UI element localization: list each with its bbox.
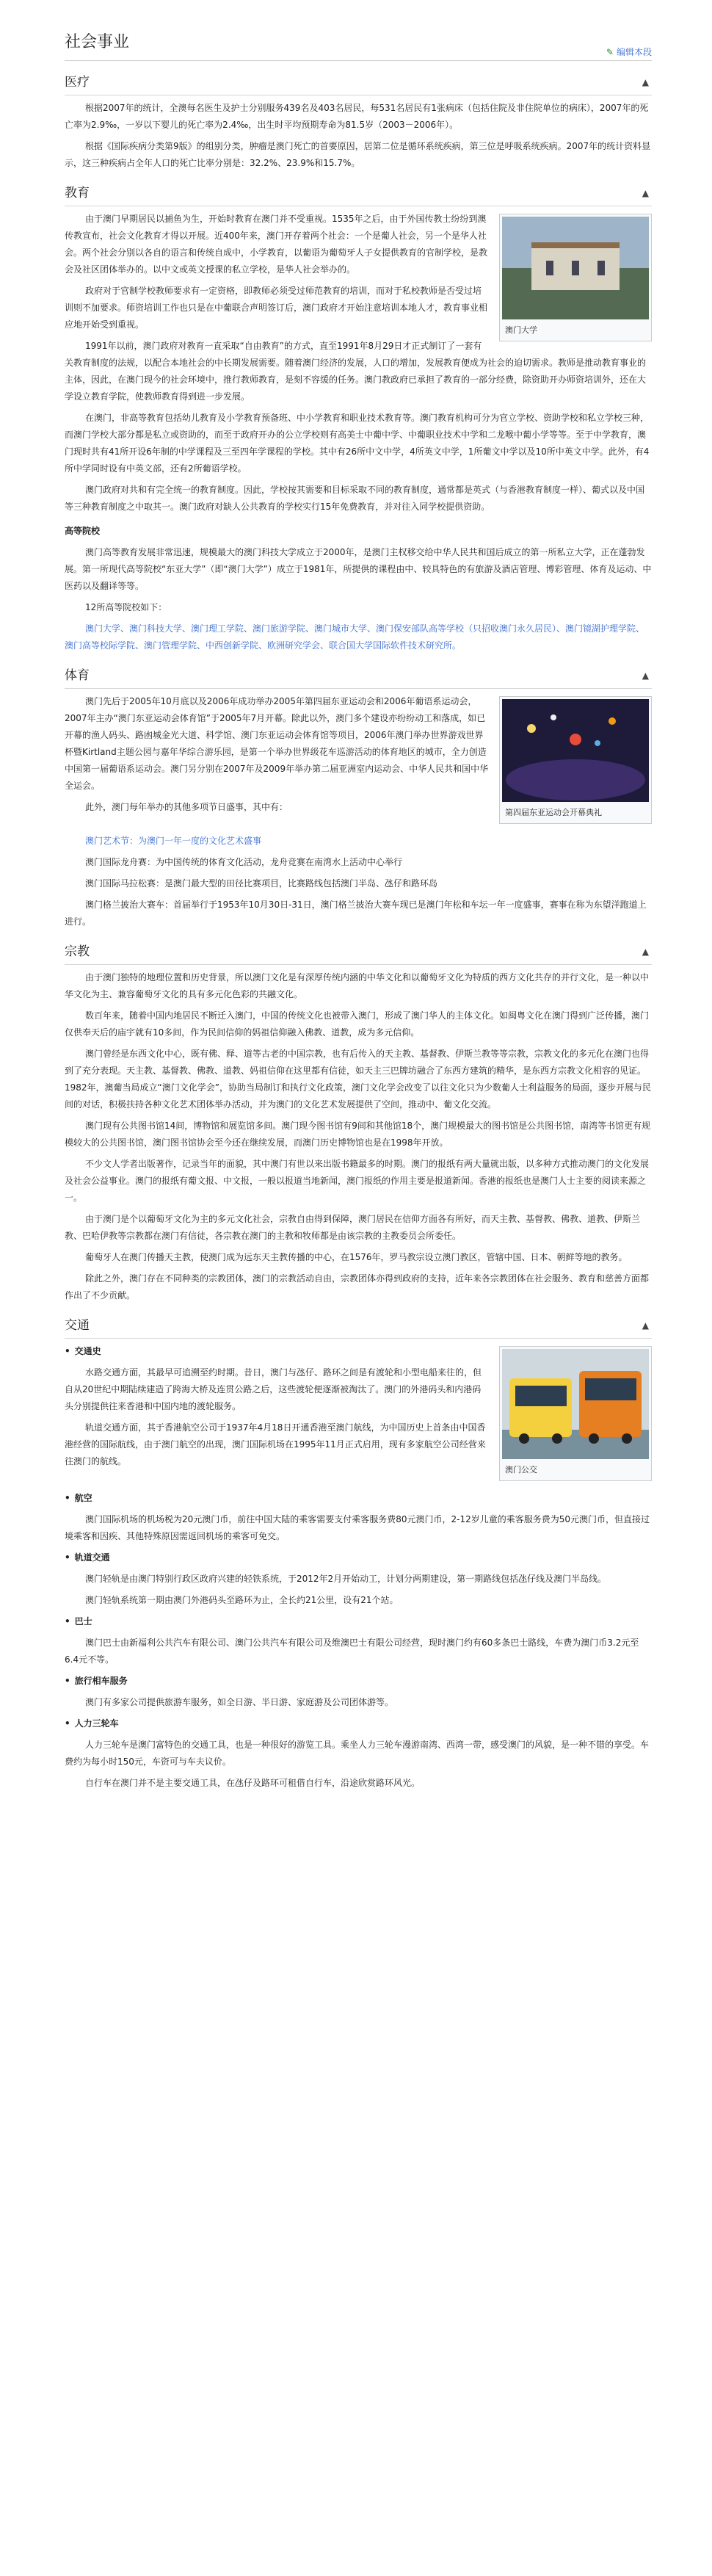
subsection-title: 高等院校 <box>65 526 101 536</box>
section-header-religion[interactable] <box>65 939 652 965</box>
paragraph: 由于澳门是个以葡萄牙文化为主的多元文化社会，宗教自由得到保障，澳门居民在信仰方面各有所好，而天主教、基督教、佛教、道教、伊斯兰教、巴哈伊教等宗教都在澳门有信徒，各宗教在澳门的主教和牧师都是由该宗教的主教委员会所委任。 <box>65 1214 641 1241</box>
paragraph: 政府对于官制学校教师要求有一定资格，即教师必须受过师范教育的培训，而对于私校教师是否受过培训则不加要求。师资培训工作也只是在中葡联合声明签订后，澳门政府才开始注意培训本地人才，教育事业相应地开始受到重视。 <box>65 286 488 330</box>
paragraph: 澳门轻轨系统第一期由澳门外港码头至路环为止，全长约21公里，设有21个站。 <box>85 1595 399 1605</box>
section-title: 宗教 <box>65 944 90 959</box>
paragraph: 数百年来，随着中国内地居民不断迁入澳门，中国的传统文化也被带入澳门，形成了澳门华人的主体文化。如闽粤文化在澳门得到广泛传播，澳门仅供奉天后的庙宇就有10多间，作为民间信仰的妈祖信仰融入佛教、道教，成为多元信仰。 <box>65 1010 650 1038</box>
paragraph: 此外，澳门每年举办的其他多项节日盛事，其中有： <box>85 802 288 812</box>
section-header-medical[interactable] <box>65 70 652 95</box>
paragraph: 澳门轻轨是由澳门特别行政区政府兴建的轻铁系统，于2012年2月开始动工，计划分两期建设，第一期路线包括氹仔线及澳门半岛线。 <box>85 1574 607 1584</box>
paragraph: 不少文人学者出版著作，记录当年的面貌，其中澳门有世以来出版书籍最多的时期。澳门的报纸有两大量就出版，以多种方式推动澳门的文化发展及社会公益事业。澳门的报纸有葡文报、中文报，一般以报道当地新闻，澳门报纸的作用主要是报道新闻。香港的报纸也是澳门人士主要的阅读来源之一。 <box>65 1159 650 1203</box>
page-title: 社会事业 <box>65 33 130 51</box>
paragraph: 根据《国际疾病分类第9版》的组别分类，肿瘤是澳门死亡的首要原因，居第二位是循环系统疾病，第三位是呼吸系统疾病。2007年的统计资料显示，这三种疾病占全年人口的死亡比率分别是：32.2%、23.9%和15.7%。 <box>65 141 651 168</box>
paragraph: 除此之外，澳门存在不同种类的宗教团体，澳门的宗教活动自由，宗教团体亦得到政府的支持，近年来各宗教团体在社会服务、教育和慈善方面都作出了不少贡献。 <box>65 1273 650 1300</box>
figure-caption: 澳门公交 <box>505 1465 537 1475</box>
event-item: 澳门格兰披治大赛车：首届举行于1953年10月30日-31日，澳门格兰披治大赛车现已是澳门年松和车坛一年一度盛事，赛事在称为东望洋跑道上进行。 <box>65 900 647 927</box>
games-image[interactable] <box>502 699 649 802</box>
chevron-up-icon[interactable]: ▲ <box>642 947 649 957</box>
paragraph: 人力三轮车是澳门富特色的交通工具，也是一种很好的游览工具。乘坐人力三轮车漫游南湾、西湾一带，感受澳门的风貌，是一种不错的享受。车费约为每小时150元，车资可与车夫议价。 <box>65 1740 650 1767</box>
pencil-icon: ✎ <box>606 47 614 57</box>
list-intro: 12所高等院校如下： <box>85 602 167 612</box>
subsection-title: • 航空 <box>65 1490 652 1507</box>
subsection-title: • 旅行相车服务 <box>65 1673 652 1690</box>
event-item: 澳门国际马拉松赛：是澳门最大型的田径比赛项目，比赛路线包括澳门半岛、氹仔和路环岛 <box>85 878 438 889</box>
figure-caption: 第四届东亚运动会开幕典礼 <box>505 808 602 817</box>
paragraph: 澳门有多家公司提供旅游车服务，如全日游、半日游、家庭游及公司团体游等。 <box>85 1697 394 1707</box>
paragraph: 澳门高等教育发展非常迅速，规模最大的澳门科技大学成立于2000年，是澳门主权移交给中华人民共和国后成立的第一所私立大学，正在蓬勃发展。第一所现代高等院校“东亚大学”（即“澳门大学”）成立于1981年，所提供的课程由中、较具特色的有旅游及酒店管理、博彩管理、体育及运动、中医药以及翻译等等。 <box>65 547 652 591</box>
paragraph: 澳门巴士由新福利公共汽车有限公司、澳门公共汽车有限公司及维澳巴士有限公司经营，现时澳门约有60多条巴士路线，车费为澳门币3.2元至6.4元不等。 <box>65 1638 639 1665</box>
paragraph: 澳门国际机场的机场税为20元澳门币，前往中国大陆的乘客需要支付乘客服务费80元澳门币，2-12岁儿童的乘客服务费为50元澳门币，但直接过境乘客和因疾、其他特殊原因需返回机场的乘客可免交。 <box>65 1514 650 1541</box>
paragraph: 澳门先后于2005年10月底以及2006年成功举办2005年第四届东亚运动会和2006年葡语系运动会，2007年主办“澳门东亚运动会体育馆”于2005年7月开幕。除此以外，澳门多个建设亦纷纷动工和落成，如已开幕的渔人码头、路凼城金光大道、科学馆、澳门东亚运动会体育馆等项目，2006年澳门举办世界游戏世界杯暨Kirtland主题公园与嘉年华综合游乐园，是第一个举办世界级花车巡游活动的体育地区的城市，全力创造中国第一届葡语系运动会。澳门另分别在2007年及2009年举办第二届亚洲室内运动会、中华人民共和国中华全运会。 <box>65 696 489 791</box>
subsection-title: • 巴士 <box>65 1613 652 1630</box>
figure-games <box>499 696 652 824</box>
schools-list[interactable]: 澳门大学、澳门科技大学、澳门理工学院、澳门旅游学院、澳门城市大学、澳门保安部队高等学校（只招收澳门永久居民）、澳门镜湖护理学院、澳门高等校际学院、澳门管理学院、中西创新学院、欧洲研究学会、联合国大学国际软件技术研究所。 <box>65 623 645 651</box>
chevron-up-icon[interactable]: ▲ <box>642 188 649 198</box>
event-item: 澳门国际龙舟赛：为中国传统的体育文化活动，龙舟竞赛在南湾水上活动中心举行 <box>85 857 403 867</box>
subsection-title: • 人力三轮车 <box>65 1715 652 1732</box>
chevron-up-icon[interactable]: ▲ <box>642 77 649 87</box>
figure-university <box>499 214 652 341</box>
edit-label: 编辑本段 <box>616 47 652 57</box>
paragraph: 由于澳门独特的地理位置和历史背景，所以澳门文化是有深厚传统内涵的中华文化和以葡萄牙文化为特质的西方文化共存的并行文化，是一种以中华文化为主、兼容葡萄牙文化的具有多元化色彩的共融文化。 <box>65 972 650 999</box>
paragraph: 澳门现有公共图书馆14间，博物馆和展览馆多间。澳门现今图书馆有9间和其他馆18个，澳门规模最大的图书馆是公共图书馆，南湾等书馆更有规模较大的公共图书馆，澳门图书馆协会至今还在继续发展，而澳门历史博物馆也是在1998年开放。 <box>65 1121 651 1148</box>
page-header <box>65 29 652 61</box>
university-image[interactable] <box>502 217 649 319</box>
section-header-transport[interactable] <box>65 1313 652 1339</box>
paragraph: 葡萄牙人在澳门传播天主教，使澳门成为远东天主教传播的中心，在1576年，罗马教宗设立澳门教区，管辖中国、日本、朝鲜等地的教务。 <box>85 1252 628 1262</box>
paragraph: 自行车在澳门并不是主要交通工具，在氹仔及路环可租借自行车，沿途欣赏路环风光。 <box>85 1778 421 1788</box>
paragraph: 由于澳门早期居民以捕鱼为生，开始时教育在澳门并不受重视。1535年之后，由于外国传教士纷纷到澳传教宣布，社会文化教育才得以开展。近400年来，澳门开存着两个社会：一个是葡人社会，另一个是华人社会。两个社会分别以各自的语言和传统自成中，小学教育，以葡语为葡萄牙人子女提供教育的官制学校，是教会及社区团体举办的。以中文或英文授课的私立学校，是华人社会举办的。 <box>65 214 488 275</box>
bus-image[interactable] <box>502 1349 649 1459</box>
section-title: 交通 <box>65 1318 90 1333</box>
section-title: 医疗 <box>65 75 90 90</box>
section-title: 教育 <box>65 186 90 200</box>
section-title: 体育 <box>65 668 90 683</box>
chevron-up-icon[interactable]: ▲ <box>642 670 649 681</box>
figure-bus <box>499 1346 652 1481</box>
paragraph: 轨道交通方面，其于香港航空公司于1937年4月18日开通香港至澳门航线，为中国历史上首条由中国香港经营的国际航线，由于澳门航空的出现，澳门国际机场在1995年11月正式启用，现有多家航空公司经营来往澳门的航线。 <box>65 1422 486 1466</box>
paragraph: 澳门曾经是东西文化中心，既有佛、释、道等古老的中国宗教，也有后传入的天主教、基督教、伊斯兰教等等宗教，宗教文化的多元化在澳门也得到了充分表现。天主教、基督教、佛教、道教、妈祖信仰在这里都有信徒，如天主三巴牌坊融合了东西方建筑的精华，是东西方宗教文化相容的见证。1982年，澳葡当局成立“澳门文化学会”，协助当局制订和执行文化政策，澳门文化学会改变了以往文化只为少数葡人士利益服务的局面，逐步开展与民间的对话，积极扶持各种文化艺术团体举办活动，并为澳门的文化艺术发展提供了空间，推动中、葡文化交流。 <box>65 1049 651 1110</box>
paragraph: 根据2007年的统计，全澳每名医生及护士分别服务439名及403名居民，每531名居民有1张病床（包括住院及非住院单位的病床），2007年的死亡率为2.9‰，一岁以下婴儿的死亡率为2.4‰，出生时平均预期寿命为81.5岁（2003－2006年）。 <box>65 103 649 130</box>
subsection-title: • 交通史 <box>65 1343 652 1360</box>
event-item[interactable]: 澳门艺术节：为澳门一年一度的文化艺术盛事 <box>85 836 262 846</box>
paragraph: 1991年以前，澳门政府对教育一直采取“自由教育”的方式，直至1991年8月29日才正式制订了一套有关教育制度的法规，以配合本地社会的中长期发展需要。随着澳门经济的发展，人口的增加，发展教育便成为社会的迫切需求。教师是推动教育事业的主体，因此，在澳门现今的社会环境中，推行教师教育，是刻不容缓的任务。澳门教政府已承担了教育的一部分经费，除资助开办师资培训外，还在大学设立教育学院，使教师教育得到进一步发展。 <box>65 341 647 402</box>
chevron-up-icon[interactable]: ▲ <box>642 1320 649 1331</box>
paragraph: 澳门政府对共和有完全统一的教育制度。因此，学校按其需要和目标采取不同的教育制度，通常都是英式（与香港教育制度一样）、葡式以及中国等三种教育制度之中取其一。澳门政府对缺人公共教育的学校实行15年免费教育，并对往入同学校提供资助。 <box>65 485 645 512</box>
figure-caption: 澳门大学 <box>505 325 537 335</box>
section-header-sports[interactable] <box>65 663 652 689</box>
paragraph: 在澳门，非高等教育包括幼儿教育及小学教育预备班、中小学教育和职业技术教育等。澳门教育机构可分为官立学校、资助学校和私立学校三种，而澳门学校大部分都是私立或资助的，而至于政府开办的公立学校则有高美士中葡中学、中葡职业技术中学和二龙喉中葡小学等等。至于中学教育，澳门现时共有41所开设6年制的中学课程及三至四年学课程的学校。其中有26所中文中学，4所英文中学，1所葡文中学以及10所中英文中学。此外，有4所中学同时设有中英文部，还有2所葡语学校。 <box>65 413 650 474</box>
edit-section-link[interactable] <box>606 46 652 58</box>
section-header-education[interactable] <box>65 181 652 206</box>
subsection-title: • 轨道交通 <box>65 1549 652 1566</box>
paragraph: 水路交通方面，其最早可追溯至约时期。昔日，澳门与氹仔、路环之间是有渡轮和小型电船来往的，但自从20世纪中期陆续建造了跨海大桥及连贯公路之后，这些渡轮便逐渐被淘汰了。澳门的外港码头和内港码头分别提供往来香港和中国内地的渡轮服务。 <box>65 1367 482 1411</box>
